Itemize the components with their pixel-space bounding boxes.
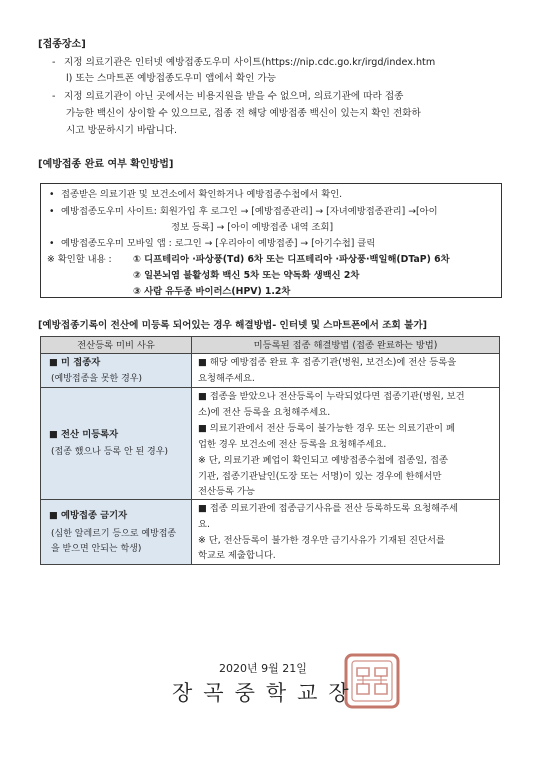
text-line: 시고 방문하시기 바랍니다. — [66, 125, 178, 136]
issue-date: 2020년 9월 21일 — [219, 662, 307, 675]
solution-line: ■ 의료기관에서 전산 등록이 불가능한 경우 또는 의료기관이 폐 — [198, 423, 455, 434]
table-row — [41, 500, 500, 565]
reason-sub: (접종 했으나 등록 안 된 경우) — [51, 447, 168, 457]
bullet: • — [49, 189, 55, 200]
note-item-3: ③ 사람 유두종 바이러스(HPV) 1.2차 — [133, 286, 291, 297]
bullet: • — [49, 206, 55, 217]
solution-line: 기관, 접종기관날인(도장 또는 서명)이 있는 경우에 한해서만 — [198, 471, 442, 482]
text-line: 예방접종도우미 사이트: 회원가입 후 로그인 → [예방접종관리] → [자녀예방접종관리] →[아이 — [61, 206, 438, 217]
solution-line: ※ 단, 전산등록이 불가한 경우만 금기사유가 기재된 진단서를 — [198, 535, 445, 546]
solution-cell — [192, 388, 500, 500]
table-row — [41, 388, 500, 500]
table-row — [41, 354, 500, 388]
check-method-box — [40, 183, 502, 298]
solution-line: 업한 경우 보건소에 전산 등록을 요청해주세요. — [198, 439, 387, 450]
text-line: l) 또는 스마트폰 예방접종도우미 앱에서 확인 가능 — [66, 73, 277, 84]
note-item-2: ② 일본뇌염 불활성화 백신 5차 또는 약독화 생백신 2차 — [133, 270, 360, 281]
section-header-check-method: [예방접종 완료 여부 확인방법] — [38, 159, 174, 170]
text-line: 정보 등록] → [아이 예방접종 내역 조회] — [171, 222, 334, 233]
reason-title: ■ 미 접종자 — [49, 357, 101, 368]
solution-cell — [192, 500, 500, 565]
school-principal-name: 장곡중학교장 — [172, 681, 360, 705]
bullet: • — [49, 238, 55, 249]
text-line: 지정 의료기관은 인터넷 예방접종도우미 사이트(https://nip.cdc.go.kr/irgd/index.htm — [64, 57, 436, 68]
note-label: ※ 확인할 내용 : — [47, 254, 112, 265]
solution-line: ■ 접종을 받았으나 전산등록이 누락되었다면 접종기관(병원, 보건 — [198, 391, 465, 402]
resolution-table — [40, 336, 500, 565]
solution-line: ■ 접종 의료기관에 접종금기사유를 전산 등록하도록 요청해주세 — [198, 503, 459, 514]
dash: - — [52, 91, 56, 102]
text-line: 접종받은 의료기관 및 보건소에서 확인하거나 예방접종수첩에서 확인. — [61, 189, 343, 200]
reason-cell — [41, 354, 192, 388]
text-line: 지정 의료기관이 아닌 곳에서는 비용지원을 받을 수 없으며, 의료기관에 따라 접종 — [64, 91, 404, 102]
text-line: 가능한 백신이 상이할 수 있으므로, 접종 전 해당 예방접종 백신이 있는지 확인 전화하 — [66, 108, 421, 119]
reason-cell — [41, 500, 192, 565]
solution-line: 학교로 제출합니다. — [198, 550, 276, 561]
reason-sub: (심한 알레르기 등으로 예방접종 — [51, 529, 177, 539]
reason-title: ■ 전산 미등록자 — [49, 429, 119, 440]
solution-line: 전산등록 가능 — [198, 486, 255, 497]
reason-sub: 을 받으면 안되는 학생) — [51, 544, 142, 554]
solution-line: 요청해주세요. — [198, 373, 255, 384]
table-header-reason: 전산등록 미비 사유 — [41, 337, 192, 354]
section-header-unregistered: [예방접종기록이 전산에 미등록 되어있는 경우 해결방법- 인터넷 및 스마트폰에서 조회 불가] — [38, 320, 428, 331]
solution-line: 소)에 전산 등록을 요청해주세요. — [198, 407, 331, 418]
reason-cell — [41, 388, 192, 500]
text-line: 예방접종도우미 모바일 앱 : 로그인 → [우리아이 예방접종] → [아기수첩] 클릭 — [61, 238, 376, 249]
dash: - — [52, 57, 56, 68]
note-item-1: ① 디프테리아 ·파상풍(Td) 6차 또는 디프테리아 ·파상풍·백일해(DTaP) 6차 — [133, 254, 450, 265]
solution-line: ■ 해당 예방접종 완료 후 접종기관(병원, 보건소)에 전산 등록을 — [198, 357, 457, 368]
table-header-row — [41, 337, 500, 354]
reason-sub: (예방접종을 못한 경우) — [51, 374, 142, 384]
reason-title: ■ 예방접종 금기자 — [49, 510, 128, 521]
section-header-vaccination-place: [접종장소] — [38, 39, 86, 50]
solution-cell — [192, 354, 500, 388]
table-header-solution: 미등록된 접종 해결방법 (접종 완료하는 방법) — [192, 337, 500, 354]
solution-line: ※ 단, 의료기관 폐업이 확인되고 예방접종수첩에 접종일, 접종 — [198, 455, 448, 466]
solution-line: 요. — [198, 519, 210, 530]
